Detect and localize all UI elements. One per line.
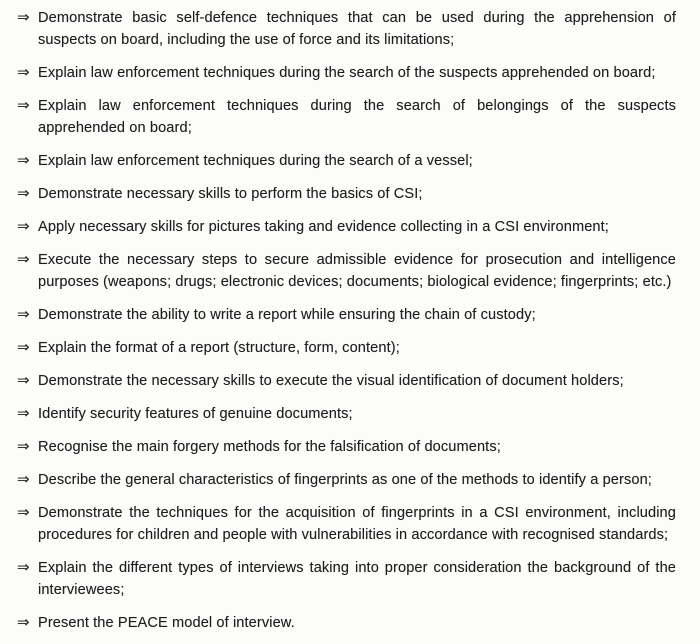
list-item-text: Apply necessary skills for pictures taking and evidence collecting in a CSI environment; bbox=[38, 219, 609, 235]
list-item bbox=[17, 62, 676, 84]
list-item bbox=[17, 249, 676, 293]
list-item-text: Explain law enforcement techniques during the search of belongings of the suspects apprehended on board; bbox=[38, 98, 676, 136]
list-item-text: Explain the format of a report (structure, form, content); bbox=[38, 340, 400, 356]
list-item-text: Describe the general characteristics of fingerprints as one of the methods to identify a person; bbox=[38, 472, 652, 488]
double-arrow-icon: ⇒ bbox=[17, 97, 30, 114]
double-arrow-icon: ⇒ bbox=[17, 339, 30, 356]
list-item bbox=[17, 7, 676, 51]
double-arrow-icon: ⇒ bbox=[17, 614, 30, 631]
double-arrow-icon: ⇒ bbox=[17, 306, 30, 323]
list-item-text: Execute the necessary steps to secure admissible evidence for prosecution and intelligence purposes (weapons; drugs; electronic devices; documents; biological evidence; fingerprints; etc.) bbox=[38, 252, 676, 290]
double-arrow-icon: ⇒ bbox=[17, 504, 30, 521]
list-item bbox=[17, 557, 676, 601]
list-item bbox=[17, 370, 676, 392]
double-arrow-icon: ⇒ bbox=[17, 372, 30, 389]
double-arrow-icon: ⇒ bbox=[17, 9, 30, 26]
list-item bbox=[17, 612, 676, 634]
list-item-text: Demonstrate the necessary skills to execute the visual identification of document holders; bbox=[38, 373, 624, 389]
list-item bbox=[17, 95, 676, 139]
list-item bbox=[17, 469, 676, 491]
list-item bbox=[17, 337, 676, 359]
list-item-text: Explain law enforcement techniques during the search of a vessel; bbox=[38, 153, 473, 169]
list-item bbox=[17, 304, 676, 326]
double-arrow-icon: ⇒ bbox=[17, 218, 30, 235]
list-item bbox=[17, 183, 676, 205]
list-item bbox=[17, 403, 676, 425]
list-item-text: Demonstrate the techniques for the acquisition of fingerprints in a CSI environment, including procedures for children and people with vulnerabilities in accordance with recognised standards; bbox=[38, 505, 676, 543]
list-item bbox=[17, 436, 676, 458]
list-item-text: Explain law enforcement techniques during the search of the suspects apprehended on board; bbox=[38, 65, 656, 81]
list-item-text: Identify security features of genuine documents; bbox=[38, 406, 353, 422]
double-arrow-icon: ⇒ bbox=[17, 185, 30, 202]
list-item-text: Demonstrate the ability to write a report while ensuring the chain of custody; bbox=[38, 307, 536, 323]
list-item bbox=[17, 502, 676, 546]
double-arrow-icon: ⇒ bbox=[17, 64, 30, 81]
list-item-text: Demonstrate necessary skills to perform the basics of CSI; bbox=[38, 186, 423, 202]
double-arrow-icon: ⇒ bbox=[17, 152, 30, 169]
double-arrow-icon: ⇒ bbox=[17, 405, 30, 422]
double-arrow-icon: ⇒ bbox=[17, 251, 30, 268]
double-arrow-icon: ⇒ bbox=[17, 471, 30, 488]
list-item-text: Recognise the main forgery methods for the falsification of documents; bbox=[38, 439, 501, 455]
list-item bbox=[17, 216, 676, 238]
double-arrow-icon: ⇒ bbox=[17, 438, 30, 455]
list-item bbox=[17, 150, 676, 172]
double-arrow-icon: ⇒ bbox=[17, 559, 30, 576]
list-item-text: Demonstrate basic self-defence techniques that can be used during the apprehension of suspects on board, including the use of force and its limitations; bbox=[38, 10, 676, 48]
list-item-text: Explain the different types of interviews taking into proper consideration the background of the interviewees; bbox=[38, 560, 676, 598]
list-item-text: Present the PEACE model of interview. bbox=[38, 615, 295, 631]
learning-objectives-list bbox=[17, 7, 676, 634]
